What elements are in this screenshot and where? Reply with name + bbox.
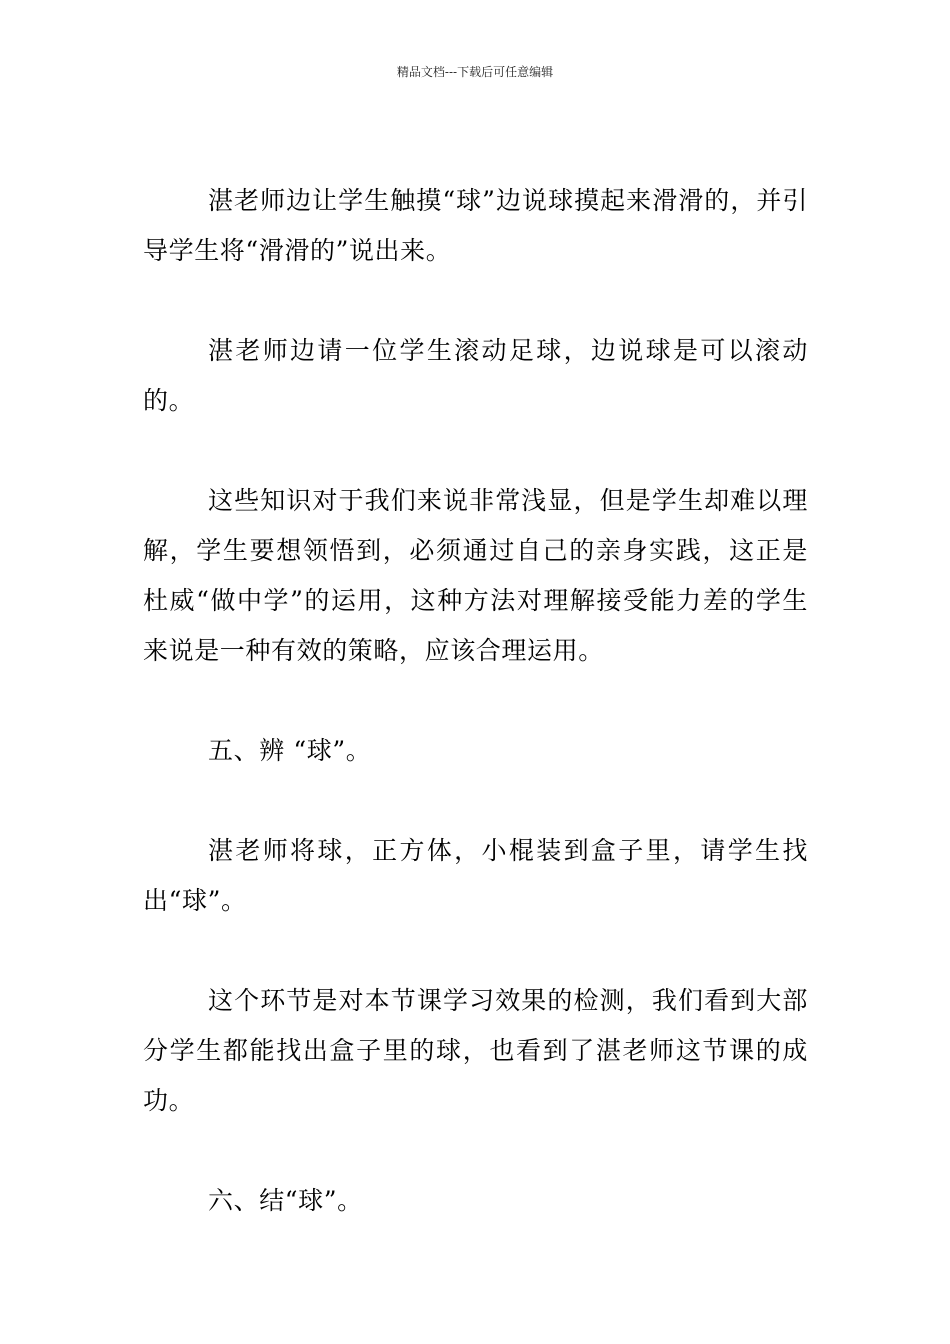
paragraph-box-objects: 湛老师将球，正方体，小棍装到盒子里，请学生找出“球”。: [143, 836, 808, 915]
paragraph-touch-ball: 湛老师边让学生触摸“球”边说球摸起来滑滑的，并引导学生将“滑滑的”说出来。: [143, 186, 808, 265]
document-body: [143, 176, 808, 1276]
paragraph-roll-ball: 湛老师边请一位学生滚动足球，边说球是可以滚动的。: [143, 336, 808, 415]
paragraph-assessment: 这个环节是对本节课学习效果的检测，我们看到大部分学生都能找出盒子里的球，也看到了湛老师这节课的成功。: [143, 986, 808, 1115]
page-header: 精品文档---下载后可任意编辑: [396, 65, 554, 79]
section-heading-identify-ball: 五、辨 “球”。: [208, 736, 372, 765]
section-heading-conclude-ball: 六、结“球”。: [208, 1186, 363, 1215]
paragraph-dewey-learning: 这些知识对于我们来说非常浅显，但是学生却难以理解，学生要想领悟到，必须通过自己的亲身实践，这正是杜威“做中学”的运用，这种方法对理解接受能力差的学生来说是一种有效的策略，应该合理运用。: [143, 486, 808, 665]
